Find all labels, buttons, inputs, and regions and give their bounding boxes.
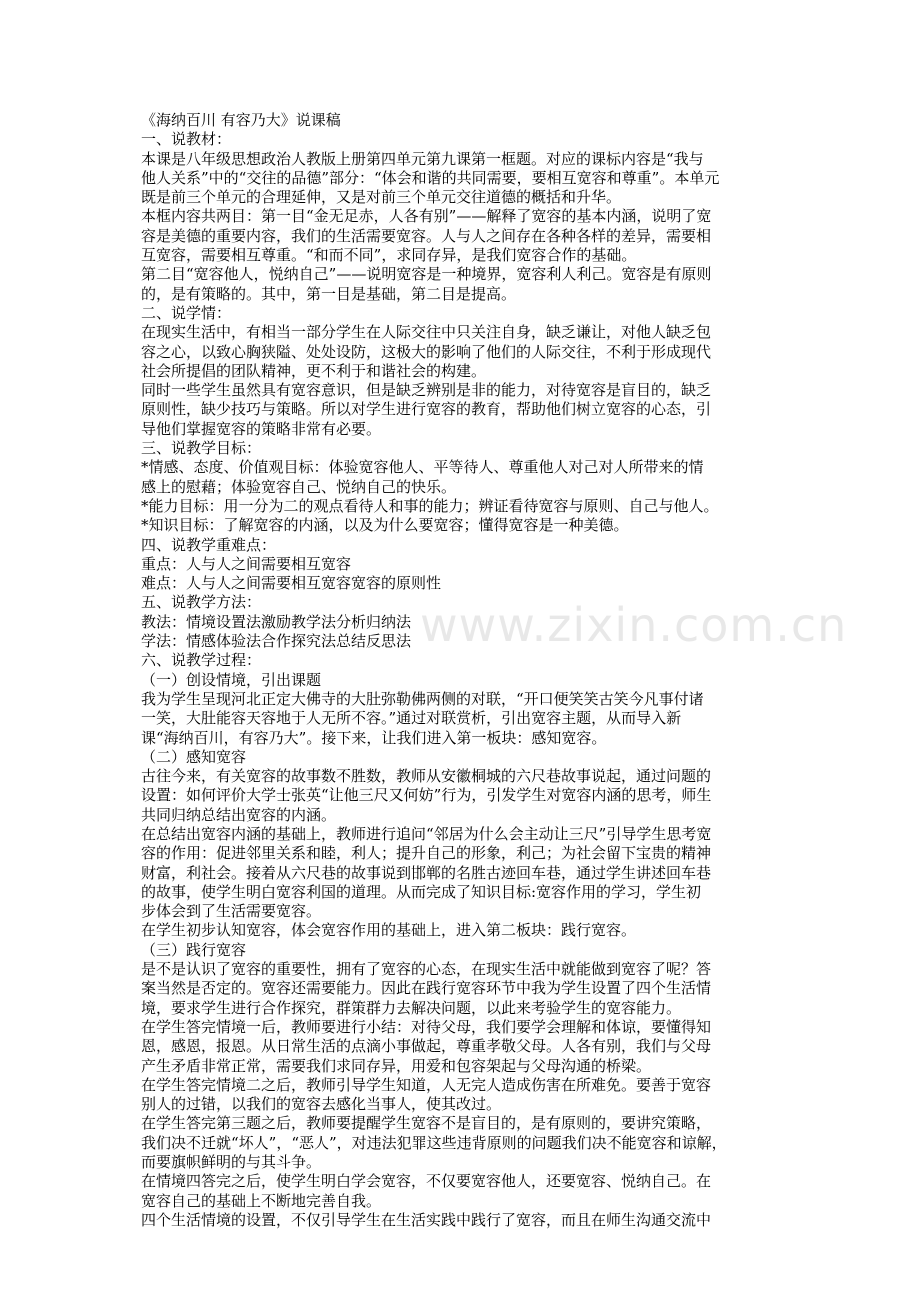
document-line: 容之心，以致心胸狭隘、处处设防，这极大的影响了他们的人际交往，不利于形成现代 [141, 342, 712, 361]
document-line: 互宽容，需要相互尊重。“和而不同”，求同存异，是我们宽容合作的基础。 [141, 246, 637, 265]
document-line: *情感、态度、价值观目标：体验宽容他人、平等待人、尊重他人对己对人所带来的情 [141, 458, 704, 477]
document-line: 原则性，缺少技巧与策略。所以对学生进行宽容的教育，帮助他们树立宽容的心态，引 [141, 400, 712, 419]
document-line: 本课是八年级思想政治人教版上册第四单元第九课第一框题。对应的课标内容是“我与 [141, 149, 704, 168]
document-line: 设置：如何评价大学士张英“让他三尺又何妨”行为，引发学生对宽容内涵的思考，师生 [141, 786, 712, 805]
document-line: *知识目标：了解宽容的内涵，以及为什么要宽容；懂得宽容是一种美德。 [141, 516, 629, 535]
document-line: 本框内容共两目：第一目“金无足赤，人各有别”——解释了宽容的基本内涵，说明了宽 [141, 207, 712, 226]
document-line: *能力目标：用一分为二的观点看待人和事的能力；辨证看待宽容与原则、自己与他人。 [141, 496, 719, 515]
document-line: 课“海纳百川，有容乃大”。接下来，让我们进入第一板块：感知宽容。 [141, 728, 607, 747]
document-line: 二、说学情： [141, 303, 232, 322]
document-line: 容的作用：促进邻里关系和睦，利人；提升自己的形象，利己；为社会留下宝贵的精神 [141, 844, 712, 863]
document-line: 是不是认识了宽容的重要性，拥有了宽容的心态，在现实生活中就能做到宽容了呢？答 [141, 960, 712, 979]
document-line: 社会所提倡的团队精神，更不利于和谐社会的构建。 [141, 361, 487, 380]
document-line: 共同归纳总结出宽容的内涵。 [141, 805, 337, 824]
document-line: 四、说教学重难点： [141, 535, 277, 554]
document-line: 他人关系”中的“交往的品德”部分：“体会和谐的共同需要，要相互宽容和尊重”。本单元 [141, 168, 720, 187]
document-line: 一、说教材： [141, 130, 232, 149]
document-line: 感上的慰藉；体验宽容自己、悦纳自己的快乐。 [141, 477, 457, 496]
document-line: 境，要求学生进行合作探究，群策群力去解决问题，以此来考验学生的宽容能力。 [141, 998, 682, 1017]
document-line: 在情境四答完之后，使学生明白学会宽容，不仅要宽容他人，还要宽容、悦纳自己。在 [141, 1172, 712, 1191]
document-line: 一笑，大肚能容天容地于人无所不容。”通过对联赏析，引出宽容主题，从而导入新 [141, 709, 682, 728]
document-line: 教法：情境设置法激励教学法分析归纳法 [141, 612, 412, 631]
watermark-text: www.zixin.com.cn [420, 598, 848, 652]
document-line: 在现实生活中，有相当一部分学生在人际交往中只关注自身，缺乏谦让，对他人缺乏包 [141, 323, 712, 342]
document-page [141, 111, 787, 1230]
document-line: 六、说教学过程： [141, 651, 262, 670]
document-line: 同时一些学生虽然具有宽容意识，但是缺乏辨别是非的能力，对待宽容是盲目的，缺乏 [141, 381, 712, 400]
document-line: 既是前三个单元的合理延伸，又是对前三个单元交往道德的概括和升华。 [141, 188, 622, 207]
document-line: 容是美德的重要内容，我们的生活需要宽容。人与人之间存在各种各样的差异，需要相 [141, 226, 712, 245]
document-line: 在学生答完情境二之后，教师引导学生知道，人无完人造成伤害在所难免。要善于宽容 [141, 1075, 712, 1094]
document-line: 的，是有策略的。其中，第一目是基础，第二目是提高。 [141, 284, 517, 303]
document-title: 《海纳百川 有容乃大》说课稿 [141, 111, 341, 129]
document-line: 第二目“宽容他人，悦纳自己”——说明宽容是一种境界，宽容利人利己。宽容是有原则 [141, 265, 712, 284]
document-line: （一）创设情境，引出课题 [141, 670, 322, 689]
document-line: 导他们掌握宽容的策略非常有必要。 [141, 419, 382, 438]
document-line: （三）践行宽容 [141, 940, 247, 959]
document-line: 我为学生呈现河北正定大佛寺的大肚弥勒佛两侧的对联，“开口便笑笑古笑今凡事付诸 [141, 689, 704, 708]
document-line: 五、说教学方法： [141, 593, 262, 612]
document-line: （二）感知宽容 [141, 747, 247, 766]
document-line: 重点：人与人之间需要相互宽容 [141, 554, 352, 573]
document-line: 恩，感恩，报恩。从日常生活的点滴小事做起，尊重孝敬父母。人各有别，我们与父母 [141, 1037, 712, 1056]
document-body [141, 130, 787, 1230]
document-line: 的故事，使学生明白宽容利国的道理。从而完成了知识目标:宽容作用的学习，学生初 [141, 882, 702, 901]
document-line: 学法：情感体验法合作探究法总结反思法 [141, 632, 412, 651]
document-line: 在总结出宽容内涵的基础上，教师进行追问“邻居为什么会主动让三尺”引导学生思考宽 [141, 824, 712, 843]
document-line: 难点：人与人之间需要相互宽容宽容的原则性 [141, 574, 442, 593]
document-line: 在学生答完第三题之后，教师要提醒学生宽容不是盲目的，是有原则的，要讲究策略， [141, 1114, 712, 1133]
document-line: 在学生答完情境一后，教师要进行小结：对待父母，我们要学会理解和体谅，要懂得知 [141, 1017, 712, 1036]
document-line: 古往今来，有关宽容的故事数不胜数，教师从安徽桐城的六尺巷故事说起，通过问题的 [141, 767, 712, 786]
document-line: 宽容自己的基础上不断地完善自我。 [141, 1191, 382, 1210]
document-line: 产生矛盾非常正常，需要我们求同存异，用爱和包容架起与父母沟通的桥梁。 [141, 1056, 652, 1075]
document-line: 案当然是否定的。宽容还需要能力。因此在践行宽容环节中我为学生设置了四个生活情 [141, 979, 712, 998]
document-line: 别人的过错，以我们的宽容去感化当事人，使其改过。 [141, 1095, 502, 1114]
document-line: 我们决不迁就“坏人”，“恶人”，对违法犯罪这些违背原则的问题我们决不能宽容和谅解， [141, 1133, 727, 1152]
document-line: 财富，利社会。接着从六尺巷的故事说到邯郸的名胜古迹回车巷，通过学生讲述回车巷 [141, 863, 712, 882]
document-line: 步体会到了生活需要宽容。 [141, 902, 322, 921]
document-line: 而要旗帜鲜明的与其斗争。 [141, 1153, 322, 1172]
document-line: 三、说教学目标： [141, 439, 262, 458]
document-line: 在学生初步认知宽容，体会宽容作用的基础上，进入第二板块：践行宽容。 [141, 921, 637, 940]
document-line: 四个生活情境的设置，不仅引导学生在生活实践中践行了宽容，而且在师生沟通交流中 [141, 1210, 712, 1229]
